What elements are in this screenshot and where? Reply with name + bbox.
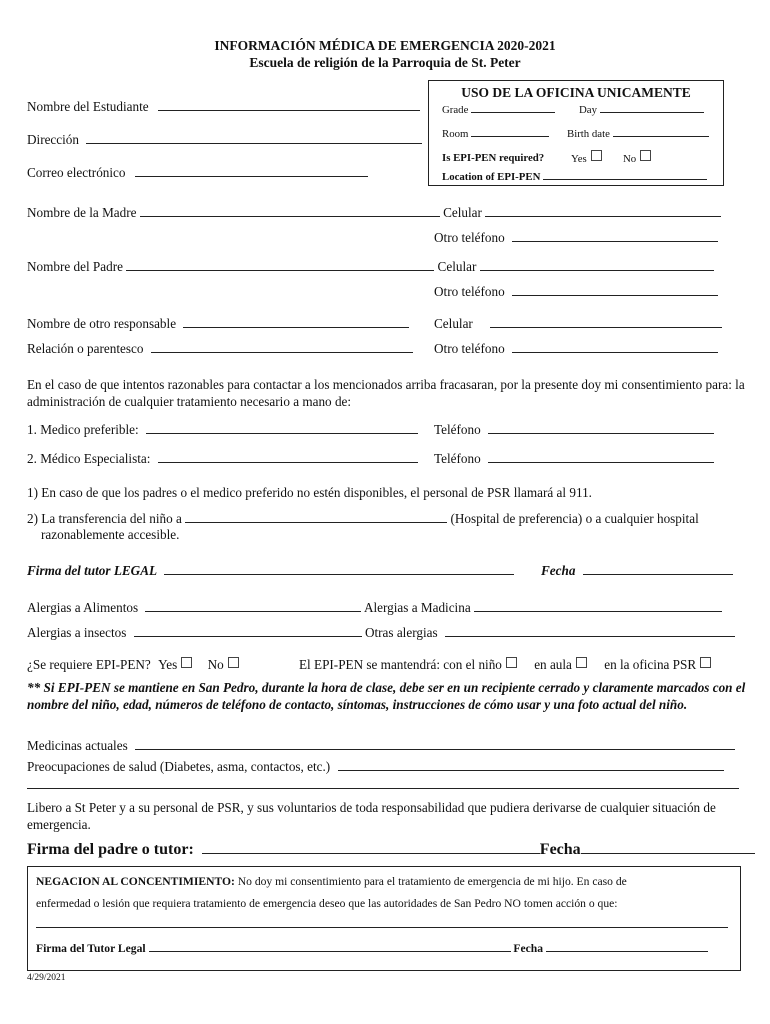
epipen-question-row — [27, 657, 239, 673]
other-allergy-field[interactable] — [445, 624, 735, 637]
preferred-doctor-phone-row — [434, 421, 714, 438]
father-cell-label: Celular — [437, 259, 477, 274]
grade-label: Grade — [442, 104, 469, 116]
day-row — [579, 102, 704, 116]
mother-name-field[interactable] — [140, 204, 440, 217]
form-title: INFORMACIÓN MÉDICA DE EMERGENCIA 2020-2021 — [214, 38, 556, 53]
guardian-name-field[interactable] — [183, 315, 409, 328]
birth-label: Birth date — [567, 128, 610, 140]
mother-other-phone-label: Otro teléfono — [434, 230, 505, 245]
health-concerns-label: Preocupaciones de salud (Diabetes, asma, contactos, etc.) — [27, 759, 331, 774]
mother-row — [27, 204, 721, 221]
epi-no-checkbox[interactable] — [640, 150, 651, 161]
food-allergy-label: Alergias a Alimentos — [27, 600, 139, 615]
guardian-cell-label: Celular — [434, 316, 473, 331]
parent-signature-field[interactable] — [202, 839, 540, 854]
relation-phone-row — [434, 340, 718, 357]
parent-date-field[interactable] — [581, 839, 755, 854]
birth-row — [567, 126, 709, 140]
negation-signature-field[interactable] — [149, 941, 511, 952]
student-name-field[interactable] — [158, 98, 420, 111]
health-extra-line-row — [27, 776, 739, 793]
epipen-kept-row — [299, 657, 711, 673]
specialist-phone-label: Teléfono — [434, 451, 481, 466]
legal-date-row — [541, 562, 733, 579]
epi-location-label: Location of EPI-PEN — [442, 171, 541, 183]
instruction-2-continued: razonablemente accesible. — [41, 527, 180, 542]
epipen-kept-label: El EPI-PEN se mantendrá: con el niño — [299, 657, 502, 672]
office-use-box — [428, 80, 724, 186]
room-row — [442, 126, 549, 140]
father-other-phone-field[interactable] — [512, 283, 718, 296]
epipen-yes-checkbox[interactable] — [181, 657, 192, 668]
psr-office-label: en la oficina PSR — [604, 657, 697, 672]
insect-allergy-field[interactable] — [134, 624, 362, 637]
email-label: Correo electrónico — [27, 165, 126, 180]
legal-date-field[interactable] — [583, 562, 733, 575]
relation-row — [27, 340, 413, 357]
consent-paragraph: En el caso de que intentos razonables para contactar a los mencionados arriba fracasaran, por la presente doy mi consentimiento para: la administración de cualquier tratamiento necesario a mano de: — [27, 377, 745, 409]
instruction-2-end: (Hospital de preferencia) o a cualquier hospital — [450, 511, 699, 526]
epi-no-row — [623, 150, 651, 165]
other-allergy-label: Otras alergias — [364, 625, 438, 640]
current-meds-row — [27, 737, 735, 754]
specialist-phone-row — [434, 450, 714, 467]
address-field[interactable] — [86, 131, 422, 144]
classroom-checkbox[interactable] — [576, 657, 587, 668]
guardian-cell-field[interactable] — [490, 315, 722, 328]
grade-field[interactable] — [471, 102, 555, 113]
preferred-doctor-phone-label: Teléfono — [434, 422, 481, 437]
instruction-2-row — [27, 510, 699, 527]
specialist-phone-field[interactable] — [488, 450, 714, 463]
specialist-row — [27, 450, 418, 467]
form-subtitle: Escuela de religión de la Parroquia de St. Peter — [249, 55, 521, 70]
relation-phone-label: Otro teléfono — [434, 341, 505, 356]
mother-other-phone-row — [434, 229, 718, 246]
father-cell-field[interactable] — [480, 258, 714, 271]
epi-location-field[interactable] — [543, 169, 707, 180]
health-concerns-row — [27, 758, 724, 775]
psr-office-checkbox[interactable] — [700, 657, 711, 668]
legal-signature-field[interactable] — [164, 562, 514, 575]
epi-yes-label: Yes — [571, 153, 587, 165]
address-row — [27, 131, 422, 148]
negation-blank-line[interactable] — [36, 915, 728, 928]
mother-cell-label: Celular — [443, 205, 482, 220]
negation-box — [27, 866, 741, 971]
negation-blank-line-row — [36, 915, 728, 932]
father-row — [27, 258, 714, 275]
preferred-doctor-row — [27, 421, 418, 438]
medicine-allergy-field[interactable] — [474, 599, 722, 612]
mother-cell-field[interactable] — [485, 204, 721, 217]
guardian-row — [27, 315, 409, 332]
preferred-doctor-field[interactable] — [146, 421, 418, 434]
address-label: Dirección — [27, 132, 79, 147]
father-other-phone-label: Otro teléfono — [434, 284, 505, 299]
negation-date-label: Fecha — [513, 942, 544, 955]
parent-signature-row — [27, 839, 755, 859]
instruction-2-start: 2) La transferencia del niño a — [27, 511, 182, 526]
specialist-label: 2. Médico Especialista: — [27, 451, 151, 466]
epi-no-label: No — [623, 153, 637, 165]
hospital-field[interactable] — [185, 510, 447, 523]
negation-text-1: No doy mi consentimiento para el tratamiento de emergencia de mi hijo. En caso de — [237, 875, 627, 888]
student-name-label: Nombre del Estudiante — [27, 99, 149, 114]
guardian-cell-row — [434, 315, 722, 332]
email-field[interactable] — [135, 164, 368, 177]
current-meds-field[interactable] — [135, 737, 735, 750]
grade-row — [442, 102, 555, 116]
father-name-field[interactable] — [126, 258, 434, 271]
epipen-note: ** Si EPI-PEN se mantiene en San Pedro, durante la hora de clase, debe ser en un recipiente cerrado y claramente marcados con el nombre del niño, edad, números de teléfono de contacto, síntomas, instrucciones de cómo usar y una foto actual del niño. — [27, 680, 746, 712]
epipen-no-checkbox[interactable] — [228, 657, 239, 668]
negation-text-2: enfermedad o lesión que requiera tratamiento de emergencia deseo que las autoridades de San Pedro NO tomen acción o que: — [36, 897, 618, 910]
relation-field[interactable] — [151, 340, 413, 353]
current-meds-label: Medicinas actuales — [27, 738, 128, 753]
negation-signature-row — [36, 941, 708, 955]
negation-heading: NEGACION AL CONCENTIMIENTO: — [36, 875, 235, 888]
preferred-doctor-phone-field[interactable] — [488, 421, 714, 434]
room-label: Room — [442, 128, 469, 140]
instruction-1: 1) En caso de que los padres o el medico preferido no estén disponibles, el personal de PSR llamará al 911. — [27, 485, 592, 500]
classroom-label: en aula — [534, 657, 572, 672]
legal-signature-row — [27, 562, 514, 579]
health-concerns-field[interactable] — [338, 758, 724, 771]
father-label: Nombre del Padre — [27, 259, 123, 274]
negation-date-field[interactable] — [546, 941, 708, 952]
health-extra-line[interactable] — [27, 776, 739, 789]
legal-signature-label: Firma del tutor LEGAL — [27, 563, 157, 578]
medicine-allergy-label: Alergias a Madicina — [363, 600, 471, 615]
student-name-row — [27, 98, 420, 115]
birth-field[interactable] — [613, 126, 709, 137]
day-label: Day — [579, 104, 597, 116]
epi-required-label: Is EPI-PEN required? — [442, 152, 545, 164]
epipen-no-label: No — [207, 657, 224, 672]
father-other-phone-row — [434, 283, 718, 300]
specialist-field[interactable] — [158, 450, 418, 463]
legal-date-label: Fecha — [541, 563, 576, 578]
office-heading: USO DE LA OFICINA UNICAMENTE — [461, 85, 691, 100]
insect-allergy-row — [27, 624, 735, 641]
relation-phone-field[interactable] — [512, 340, 718, 353]
with-child-checkbox[interactable] — [506, 657, 517, 668]
preferred-doctor-label: 1. Medico preferible: — [27, 422, 139, 437]
mother-other-phone-field[interactable] — [512, 229, 718, 242]
parent-date-label: Fecha — [539, 841, 581, 858]
negation-line-1 — [36, 875, 627, 888]
food-allergy-field[interactable] — [145, 599, 361, 612]
epipen-yes-label: Yes — [158, 657, 178, 672]
negation-signature-label: Firma del Tutor Legal — [36, 942, 146, 955]
epi-yes-checkbox[interactable] — [591, 150, 602, 161]
guardian-label: Nombre de otro responsable — [27, 316, 177, 331]
epipen-question-label: ¿Se requiere EPI-PEN? — [27, 657, 151, 672]
relation-label: Relación o parentesco — [27, 341, 144, 356]
day-field[interactable] — [600, 102, 704, 113]
release-paragraph: Libero a St Peter y a su personal de PSR, y sus voluntarios de toda responsabilidad que pudiera derivarse de cualquier situación de emergencia. — [27, 800, 716, 832]
epi-yes-row — [571, 150, 602, 165]
room-field[interactable] — [471, 126, 549, 137]
epi-location-row — [442, 169, 707, 183]
insect-allergy-label: Alergias a insectos — [27, 625, 127, 640]
food-allergy-row — [27, 599, 722, 616]
mother-label: Nombre de la Madre — [27, 205, 137, 220]
footer-date: 4/29/2021 — [27, 973, 66, 983]
parent-signature-label: Firma del padre o tutor: — [27, 841, 194, 858]
email-row — [27, 164, 368, 181]
